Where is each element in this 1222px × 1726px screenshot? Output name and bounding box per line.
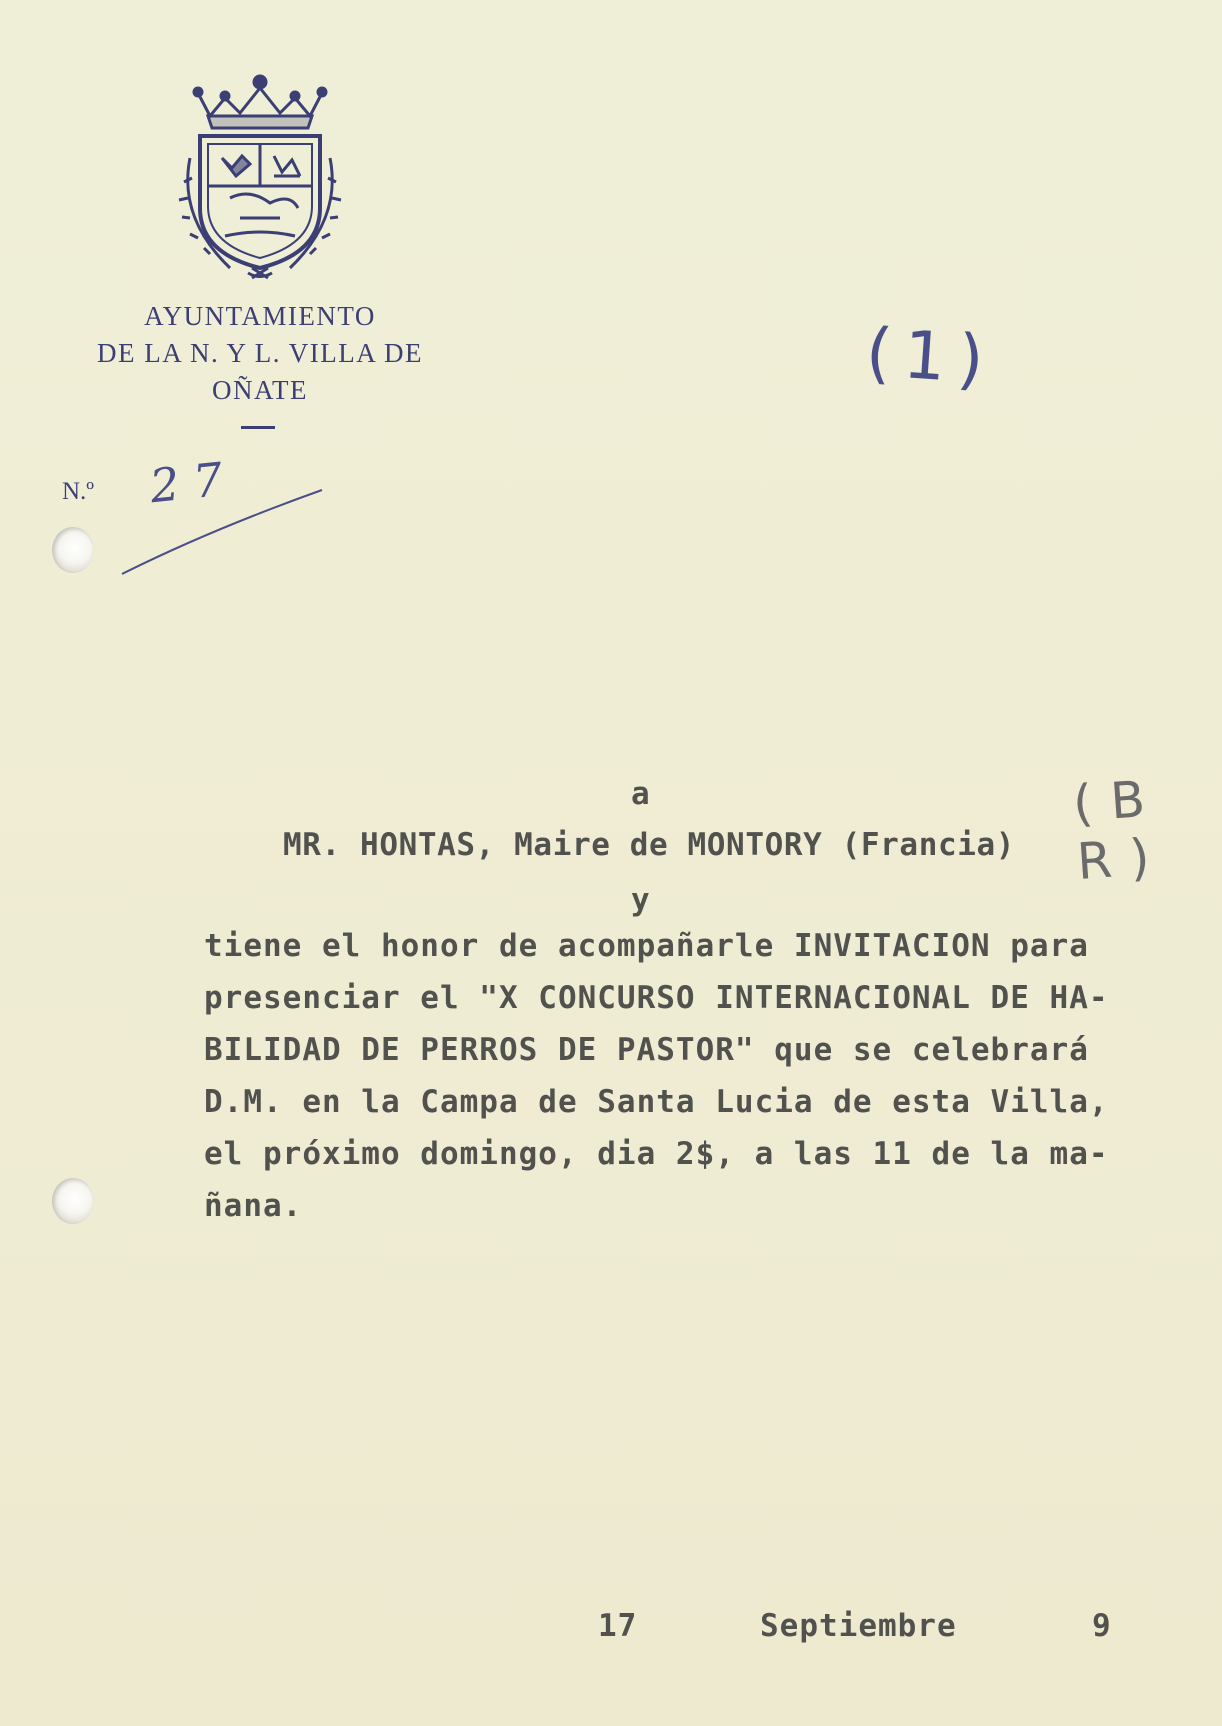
binder-hole-icon: [52, 1178, 94, 1224]
body-line: BILIDAD DE PERROS DE PASTOR" que se celebrará: [204, 1032, 1089, 1068]
page-mark-handwritten: (1): [863, 313, 999, 400]
letterhead-town: OÑATE: [212, 375, 308, 405]
body-line: tiene el honor de acompañarle INVITACION para: [204, 928, 1089, 964]
date-year: 9: [1092, 1608, 1112, 1644]
addressee-conjunction: y: [631, 882, 651, 918]
initials-pencil-mark: (B R): [1071, 769, 1170, 891]
date-day: 17: [598, 1608, 638, 1644]
addressee-prefix: a: [631, 776, 651, 812]
binder-hole-icon: [52, 527, 94, 573]
body-line: D.M. en la Campa de Santa Lucia de esta Villa,: [204, 1084, 1109, 1120]
letterhead-subtitle: DE LA N. Y L. VILLA DE: [97, 338, 423, 368]
addressee-name: MR. HONTAS, Maire de MONTORY (Francia): [283, 827, 1016, 863]
document-number-handwritten: 27: [147, 450, 240, 514]
date-month: Septiembre: [760, 1608, 957, 1644]
body-line: el próximo domingo, dia 2$, a las 11 de la ma-: [204, 1136, 1109, 1172]
document-number-label: N.º: [62, 478, 95, 505]
letterhead-title: AYUNTAMIENTO: [144, 301, 376, 331]
body-line: ñana.: [204, 1188, 303, 1224]
body-line: presenciar el "X CONCURSO INTERNACIONAL DE HA-: [204, 980, 1109, 1016]
handwritten-underline-stroke: [0, 0, 400, 600]
